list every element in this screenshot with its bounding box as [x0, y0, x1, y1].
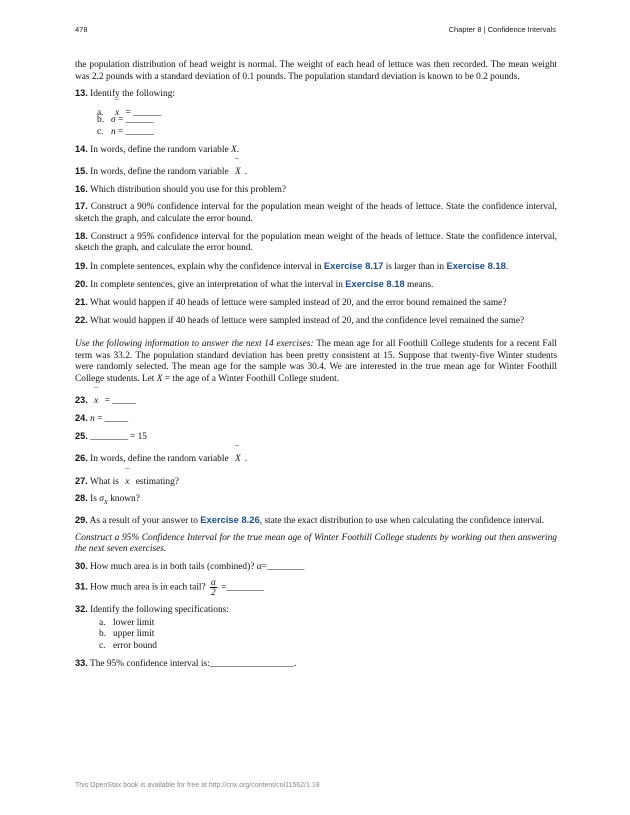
n-symbol: n	[90, 414, 95, 425]
sub-item-b	[99, 629, 557, 641]
exercise-20	[75, 278, 557, 292]
answer-blank: =________	[261, 561, 305, 572]
exercise-text: The 95% confidence interval is:__________________.	[89, 658, 297, 669]
punctuation: .	[244, 167, 248, 178]
intro-paragraph: the population distribution of head weight is normal. The weight of each head of lettuce was then recorded. The mean weight was 2.2 pounds with a standard deviation of 0.1 pounds. The population standard deviation is known to be 0.2 pounds.	[75, 60, 557, 82]
variable-symbol: X	[156, 373, 163, 384]
page-footer: This OpenStax book is available for free at http://cnx.org/content/col11562/1.18	[75, 782, 320, 789]
subscript: X	[103, 499, 108, 507]
exercise-27	[75, 473, 557, 489]
item-label: b.	[99, 629, 107, 640]
exercise-22	[75, 315, 557, 328]
exercise-number: 22.	[75, 314, 88, 325]
exercise-14	[75, 144, 557, 157]
exercise-link[interactable]: Exercise 8.17	[323, 259, 384, 271]
x-bar-symbol: ¯ X	[235, 163, 241, 179]
answer-blank: = ______	[118, 126, 154, 137]
exercise-text: In words, define the random variable	[90, 454, 229, 465]
exercise-number: 24.	[75, 413, 88, 424]
exercise-29	[75, 514, 557, 528]
exercise-number: 19.	[75, 260, 88, 271]
exercise-number: 13.	[75, 88, 88, 99]
exercise-text: Is	[90, 494, 97, 505]
answer-blank: = _____	[104, 396, 136, 407]
exercise-link[interactable]: Exercise 8.18	[345, 278, 405, 290]
exercise-24	[75, 413, 557, 426]
exercise-number: 15.	[75, 166, 88, 177]
exercise-33	[75, 658, 557, 671]
exercise-link[interactable]: Exercise 8.26	[200, 513, 260, 525]
intro-paragraph-2	[75, 339, 557, 385]
fraction-numerator: α	[211, 577, 216, 588]
exercise-number: 25.	[75, 430, 88, 441]
page-number: 478	[75, 25, 88, 34]
exercise-link[interactable]: Exercise 8.18	[446, 259, 506, 271]
answer-blank: = _____	[97, 414, 129, 425]
exercise-text: How much area is in both tails (combined)?	[90, 561, 255, 572]
exercise-text: In words, define the random variable	[90, 144, 229, 155]
x-bar-symbol: ¯ x	[115, 104, 119, 120]
exercise-25	[75, 431, 557, 444]
exercise-13	[75, 88, 557, 138]
exercise-number: 30.	[75, 560, 88, 571]
exercise-26	[75, 450, 557, 466]
exercise-number: 18.	[75, 230, 88, 241]
item-label: c.	[99, 641, 106, 652]
n-symbol: n	[111, 126, 116, 137]
exercise-23	[75, 392, 557, 408]
exercise-text: As a result of your answer to	[89, 515, 198, 526]
exercise-number: 29.	[75, 514, 88, 525]
fraction-denominator: 2	[211, 587, 216, 598]
exercise-text: means.	[407, 280, 434, 291]
alpha-over-two-fraction	[210, 578, 217, 597]
exercise-text: known?	[110, 494, 140, 505]
alpha-symbol: α	[256, 561, 262, 572]
exercise-number: 26.	[75, 453, 88, 464]
exercise-text: In words, define the random variable	[90, 167, 229, 178]
exercise-number: 28.	[75, 493, 88, 504]
intro-paragraph-3: Construct a 95% Confidence Interval for the true mean age of Winter Foothill College students by working out then answering the next seven exercises.	[75, 532, 557, 555]
intro-lead: Use the following information to answer the next 14 exercises:	[75, 339, 314, 350]
sub-item-a	[99, 618, 557, 630]
exercise-number: 21.	[75, 296, 88, 307]
item-label: c.	[97, 126, 104, 137]
item-label: b.	[97, 115, 105, 126]
exercise-text: is larger than in	[385, 261, 445, 272]
exercise-21	[75, 297, 557, 310]
sub-list	[99, 618, 557, 653]
exercise-31	[75, 578, 557, 597]
exercise-19	[75, 260, 557, 274]
answer-blank: =________	[221, 582, 264, 593]
exercise-text: estimating?	[135, 476, 179, 487]
item-label: a.	[97, 107, 104, 118]
exercise-text: In complete sentences, explain why the confidence interval in	[90, 261, 322, 272]
intro-body: The mean age for all Foothill College students for a recent Fall term was 33.2. The population standard deviation has been pretty consistent at 15. Suppose that twenty-five Winter students were randomly selected. The mean age for the sample was 30.4. We are interested in the true mean age for Winter Foothill College students. Let	[75, 339, 557, 384]
exercise-number: 27.	[75, 475, 88, 486]
exercise-number: 20.	[75, 279, 88, 290]
exercise-text: ________ = 15	[90, 431, 147, 442]
exercise-number: 23.	[75, 395, 88, 406]
intro-tail: = the age of a Winter Foothill College student.	[164, 373, 340, 384]
exercise-number: 32.	[75, 604, 88, 615]
exercise-text: Construct a 90% confidence interval for the population mean weight of the heads of lettuce. State the confidence interval, sketch the graph, and calculate the error bound.	[75, 202, 558, 224]
exercise-content	[75, 60, 557, 670]
exercise-number: 33.	[75, 657, 88, 668]
exercise-15	[75, 163, 557, 179]
item-text: upper limit	[113, 629, 155, 640]
sub-item-c	[97, 127, 557, 139]
exercise-number: 17.	[75, 201, 88, 212]
exercise-text: Identify the following:	[90, 89, 176, 100]
x-bar-symbol: ¯ X	[235, 450, 241, 466]
exercise-30	[75, 561, 557, 574]
exercise-number: 31.	[75, 581, 88, 592]
exercise-text: Which distribution should you use for this problem?	[89, 184, 287, 195]
exercise-text: What is	[89, 476, 119, 487]
variable-symbol: X	[230, 144, 237, 155]
exercise-text: Identify the following specifications:	[90, 605, 229, 616]
item-text: lower limit	[113, 617, 155, 628]
exercise-17	[75, 201, 557, 225]
chapter-title: Chapter 8 | Confidence Intervals	[448, 25, 556, 34]
sub-item-c	[99, 641, 557, 653]
exercise-28	[75, 493, 557, 508]
x-bar-symbol: ¯ x	[125, 473, 129, 489]
punctuation: .	[505, 261, 509, 272]
x-bar-symbol: ¯ x	[94, 392, 98, 408]
exercise-text: What would happen if 40 heads of lettuce were sampled instead of 20, and the confidence level remained the same?	[89, 315, 525, 326]
sub-item-b	[97, 115, 557, 127]
exercise-32	[75, 604, 557, 652]
exercise-text: , state the exact distribution to use when calculating the confidence interval.	[259, 515, 545, 526]
exercise-number: 16.	[75, 183, 88, 194]
sigma-symbol: σ	[111, 115, 116, 126]
exercise-text: In complete sentences, give an interpretation of what the interval in	[90, 280, 343, 291]
answer-blank: = ______	[125, 107, 162, 118]
punctuation: .	[244, 454, 248, 465]
sigma-symbol: σ	[99, 494, 104, 505]
answer-blank: = ______	[117, 115, 154, 126]
item-label: a.	[99, 617, 106, 628]
exercise-18	[75, 231, 557, 255]
exercise-16	[75, 184, 557, 197]
exercise-text: How much area is in each tail?	[90, 582, 206, 593]
punctuation: .	[236, 144, 240, 155]
sub-list	[97, 104, 557, 139]
exercise-text: Construct a 95% confidence interval for the population mean weight of the heads of lettuce. State the confidence interval, sketch the graph, and calculate the error bound.	[75, 231, 558, 254]
sub-item-a	[97, 104, 557, 116]
spacer	[75, 327, 557, 339]
exercise-number: 14.	[75, 143, 88, 154]
exercise-text: What would happen if 40 heads of lettuce were sampled instead of 20, and the error bound remained the same?	[89, 297, 507, 308]
item-text: error bound	[113, 641, 157, 652]
